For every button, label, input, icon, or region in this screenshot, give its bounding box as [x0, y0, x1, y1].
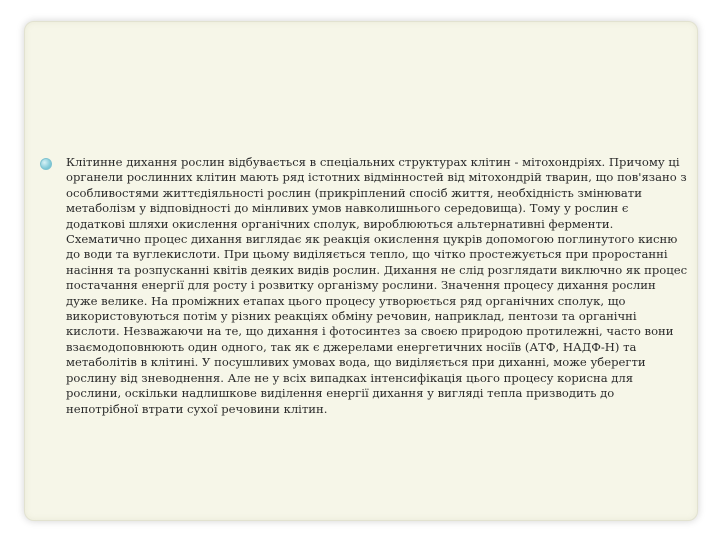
bullet-text: Клітинне дихання рослин відбувається в спеціальних структурах клітин - мітохондріях. Причому ці органели рослинних клітин мають ряд істотних відмінностей від мітохондрій тварин, що пов'язано з особливостями життєдіяльності рослин (прикріплений спосіб життя, необхідність змінювати метаболізм у відповідності до мінливих умов навколишнього середовища). Тому у рослин є додаткові шляхи окислення органічних сполук, вироблюються альтернативні ферменти. Схематично процес дихання виглядає як реакція окислення цукрів допомогою поглинутого кисню до води та вуглекислоти. При цьому виділяється тепло, що чітко простежується при проростанні насіння та розпусканні квітів деяких видів рослин. Дихання не слід розглядати виключно як процес постачання енергії для росту і розвитку організму рослини. Значення процесу дихання рослин дуже велике. На проміжних етапах цього процесу утворюється ряд органічних сполук, що використовуються потім у різних реакціях обміну речовин, наприклад, пентози та органічні кислоти. Незважаючи на те, що дихання і фотосинтез за своєю природою протилежні, часто вони взаємодоповнюють один одного, так як є джерелами енергетичних носіїв (АТФ, НАДФ-Н) та метаболітів в клітині. У посушливих умовах вода, що виділяється при диханні, може уберегти рослину від зневоднення. Але не у всіх випадках інтенсифікація цього процесу корисна для рослини, оскільки надлишкове виділення енергії дихання у вигляді тепла призводить до непотрібної втрати сухої речовини клітин. [66, 155, 688, 416]
bullet-dot-icon [40, 158, 52, 170]
